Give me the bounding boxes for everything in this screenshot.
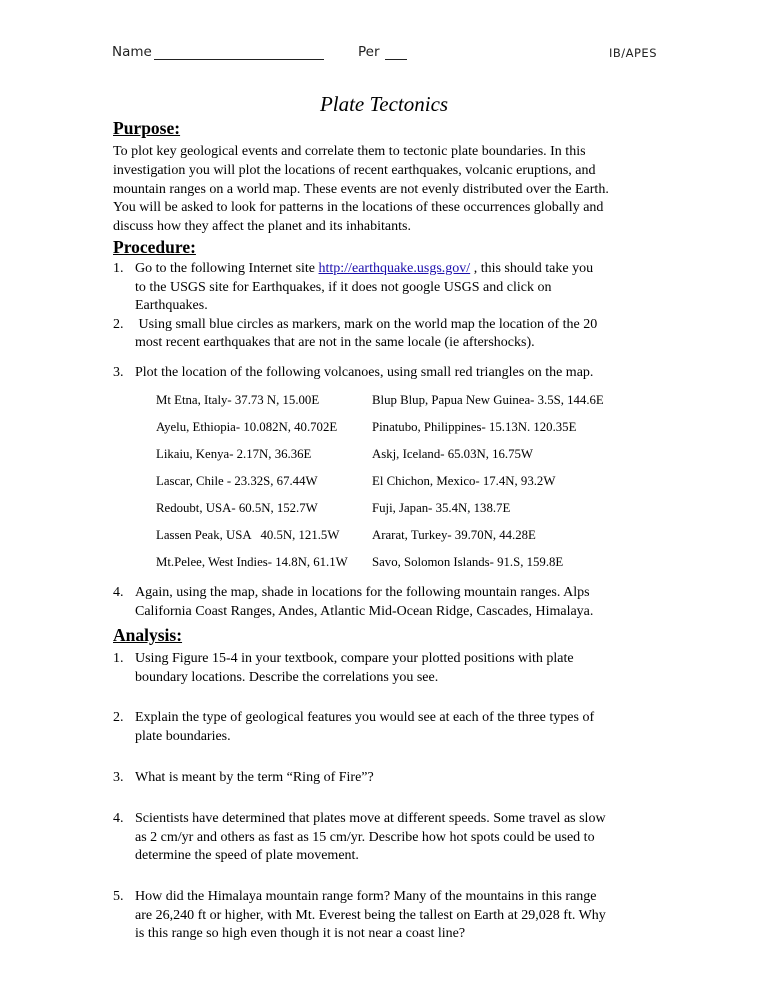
- question-number: 5.: [113, 889, 124, 904]
- volcano-entry: Ararat, Turkey- 39.70N, 44.28E: [372, 528, 536, 542]
- step-number: 2.: [113, 316, 124, 332]
- volcano-row: [156, 501, 656, 528]
- name-label: Name: [112, 44, 152, 60]
- question-line: plate boundaries.: [135, 728, 231, 744]
- volcano-entry: Savo, Solomon Islands- 91.S, 159.8E: [372, 555, 564, 569]
- purpose-line: discuss how they affect the planet and its inhabitants.: [113, 219, 411, 235]
- question-number: 3.: [113, 770, 124, 785]
- question-line: determine the speed of plate movement.: [135, 848, 359, 864]
- analysis-question-3: [113, 769, 668, 788]
- question-line: How did the Himalaya mountain range form? Many of the mountains in this range: [135, 889, 597, 904]
- analysis-question-1: [113, 650, 668, 687]
- step-line: [135, 260, 668, 279]
- volcano-list: [156, 393, 656, 582]
- question-item: [113, 709, 668, 746]
- course-label: IB/APES: [608, 46, 657, 60]
- question-line: is this range so high even though it is not near a coast line?: [135, 926, 466, 942]
- step-number: 3.: [113, 365, 124, 380]
- step-number: 1.: [113, 261, 124, 276]
- volcano-entry: Pinatubo, Philippines- 15.13N. 120.35E: [372, 420, 577, 434]
- step-line: most recent earthquakes that are not in the same locale (ie aftershocks).: [135, 335, 535, 351]
- step-line: Plot the location of the following volcanoes, using small red triangles on the map.: [135, 365, 594, 380]
- step-4-item: [113, 584, 668, 621]
- volcano-entry: Mt.Pelee, West Indies- 14.8N, 61.1W: [156, 555, 348, 569]
- question-line: Using Figure 15-4 in your textbook, compare your plotted positions with plate: [135, 651, 574, 666]
- period-field: [358, 44, 407, 60]
- step-line: Earthquakes.: [135, 298, 208, 314]
- question-item: [113, 650, 668, 687]
- usgs-link[interactable]: http://earthquake.usgs.gov/: [318, 261, 471, 276]
- question-number: 1.: [113, 651, 124, 666]
- step-text: Go to the following Internet site: [135, 261, 319, 276]
- purpose-heading: Purpose:: [113, 118, 181, 138]
- header: [112, 40, 657, 64]
- question-number: 2.: [113, 710, 124, 725]
- name-blank: [154, 47, 324, 60]
- analysis-heading: Analysis:: [113, 625, 183, 645]
- volcano-row: [156, 474, 656, 501]
- step-line: Again, using the map, shade in locations for the following mountain ranges. Alps: [135, 585, 590, 600]
- volcano-entry: Lassen Peak, USA 40.5N, 121.5W: [156, 528, 340, 542]
- page-title: Plate Tectonics: [319, 92, 449, 116]
- volcano-row: [156, 447, 656, 474]
- question-line: What is meant by the term “Ring of Fire”?: [135, 770, 374, 785]
- purpose-line: To plot key geological events and correlate them to tectonic plate boundaries. In this: [113, 144, 586, 159]
- question-number: 4.: [113, 811, 124, 826]
- volcano-row: [156, 555, 656, 582]
- question-line: as 2 cm/yr and others as fast as 15 cm/yr. Describe how hot spots could be used to: [135, 829, 595, 845]
- procedure-step-1: [113, 260, 668, 316]
- volcano-entry: Askj, Iceland- 65.03N, 16.75W: [372, 447, 533, 461]
- procedure-steps-1-2: [113, 260, 668, 353]
- analysis-question-2: [113, 709, 668, 746]
- volcano-entry: Mt Etna, Italy- 37.73 N, 15.00E: [156, 393, 320, 407]
- per-blank: [385, 47, 407, 60]
- procedure-step-3: [113, 364, 668, 383]
- volcano-row: [156, 420, 656, 447]
- volcano-entry: Likaiu, Kenya- 2.17N, 36.36E: [156, 447, 312, 461]
- question-line: Explain the type of geological features you would see at each of the three types of: [135, 710, 595, 725]
- volcano-row: [156, 393, 656, 420]
- procedure-heading: Procedure:: [113, 237, 196, 257]
- procedure-step-2: [113, 316, 668, 353]
- purpose-line: investigation you will plot the locations of recent earthquakes, volcanic eruptions, and: [113, 162, 596, 178]
- question-line: Scientists have determined that plates move at different speeds. Some travel as slow: [135, 811, 606, 826]
- question-line: boundary locations. Describe the correlations you see.: [135, 669, 439, 685]
- step-3-item: [113, 364, 668, 383]
- per-label: Per: [358, 44, 380, 60]
- step-text: , this should take you: [470, 261, 594, 276]
- step-line: Using small blue circles as markers, mark on the world map the location of the 20: [135, 316, 598, 332]
- step-number: 4.: [113, 585, 124, 600]
- volcano-entry: Blup Blup, Papua New Guinea- 3.5S, 144.6E: [372, 393, 604, 407]
- procedure-step-4: [113, 584, 668, 621]
- purpose-line: mountain ranges on a world map. These events are not evenly distributed over the Earth.: [113, 181, 609, 197]
- step-line: California Coast Ranges, Andes, Atlantic Mid-Ocean Ridge, Cascades, Himalaya.: [135, 603, 594, 619]
- volcano-entry: Redoubt, USA- 60.5N, 152.7W: [156, 501, 318, 515]
- step-line: to the USGS site for Earthquakes, if it does not google USGS and click on: [135, 279, 552, 295]
- question-line: are 26,240 ft or higher, with Mt. Everest being the tallest on Earth at 29,028 ft. Why: [135, 907, 606, 923]
- volcano-row: [156, 528, 656, 555]
- purpose-paragraph: [113, 143, 653, 237]
- question-item: [113, 888, 668, 944]
- purpose-line: You will be asked to look for patterns in the locations of these occurrences globally and: [113, 200, 604, 216]
- volcano-entry: Lascar, Chile - 23.32S, 67.44W: [156, 474, 318, 488]
- name-field: [112, 44, 324, 60]
- question-item: [113, 769, 668, 788]
- question-item: [113, 810, 668, 866]
- volcano-entry: Fuji, Japan- 35.4N, 138.7E: [372, 501, 511, 515]
- volcano-entry: El Chichon, Mexico- 17.4N, 93.2W: [372, 474, 556, 488]
- analysis-question-5: [113, 888, 668, 944]
- analysis-question-4: [113, 810, 668, 866]
- volcano-entry: Ayelu, Ethiopia- 10.082N, 40.702E: [156, 420, 338, 434]
